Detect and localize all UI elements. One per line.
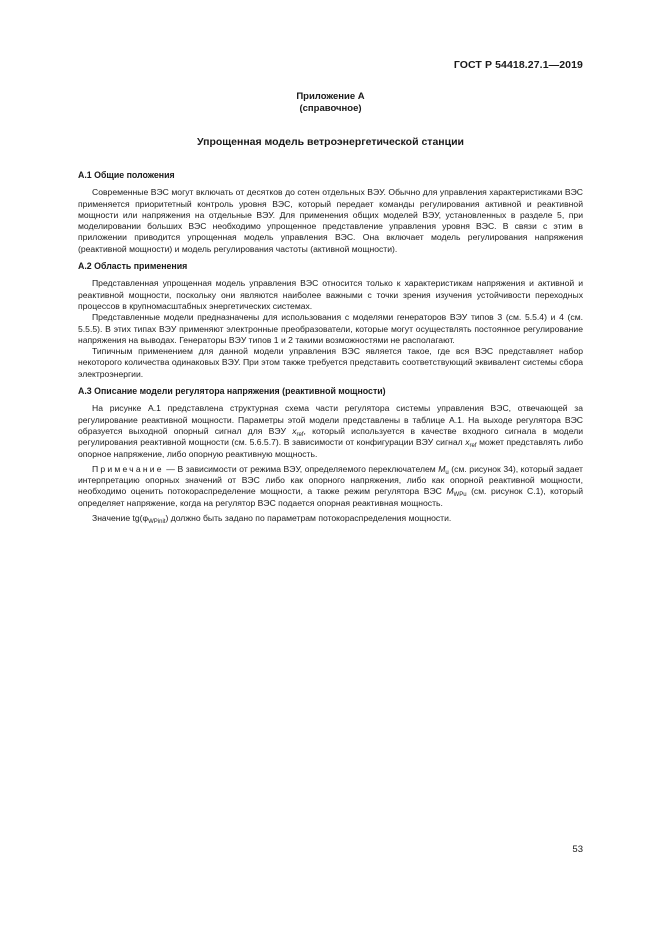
section-a2-paragraph-3: Типичным применением для данной модели управления ВЭС является такое, где вся ВЭС представляет набор некоторого количества одинаковых ВЭУ. При этом также требуется представить соответствующий эквивалент системы сбора электроэнергии. (78, 346, 583, 379)
standard-designation: ГОСТ Р 54418.27.1—2019 (453, 59, 583, 71)
section-a2-heading: А.2 Область применения (78, 261, 188, 272)
section-a2-paragraph-2: Представленные модели предназначены для использования с моделями генераторов ВЭУ типов 3 (см. 5.5.4) и 4 (см. 5.5.5). В этих типах ВЭУ применяют электронные преобразователи, которые могут осуществлять постоянное регулирование напряжения на выводах. Генераторы ВЭУ типов 1 и 2 такими возможностями не располагают. (78, 312, 583, 345)
section-a3-heading: А.3 Описание модели регулятора напряжения (реактивной мощности) (78, 386, 386, 397)
section-a3-paragraph-1: На рисунке А.1 представлена структурная схема части регулятора системы управления ВЭС, отвечающей за регулирование реактивной мощности. Параметры этой модели представлены в таблице А.1. На выходе регулятора ВЭС образуется выходной опорный сигнал для ВЭУ $x_{ref}$, который используется в качестве входного сигнала в модели регулирования реактивной мощности (см. 5.6.5.7). В зависимости от конфигурации ВЭУ сигнал $x_{ref}$ может представлять либо опорное напряжение, либо опорную реактивную мощность. (78, 403, 584, 459)
section-a3-note: Примечание — В зависимости от режима ВЭУ, определяемого переключателем $M_u$ (см. рисунок 34), который задает интерпретацию опорных значений от ВЭС либо как опорного напряжения, либо как опорной реактивной мощности, необходимо оценить потокораспределение мощности, а также режим регулятора ВЭС $M_{WPu}$ (см. рисунок С.1), который определяет напряжение, когда на регулятор ВЭС подается опорная реактивная мощность. (78, 463, 583, 508)
annex-status: (справочное) (299, 103, 362, 114)
note-label: Примечание (92, 463, 164, 474)
page-number: 53 (572, 844, 583, 855)
annex-body (78, 170, 583, 524)
annex-label: Приложение А (296, 91, 365, 102)
section-a2-paragraph-1: Представленная упрощенная модель управления ВЭС относится только к характеристикам напряжения и активной и реактивной мощности, поскольку они являются наиболее важными с точки зрения изучения устойчивости переходных процессов в крупномасштабных энергетических системах. (78, 278, 583, 311)
section-a1-heading: А.1 Общие положения (78, 170, 175, 180)
section-a1-paragraph: Современные ВЭС могут включать от десятков до сотен отдельных ВЭУ. Обычно для управления характеристиками ВЭС применяется приоритетный контроль уровня ВЭС, который передает команды регулирования активной и реактивной мощности или напряжения на отдельные ВЭУ. Для применения общих моделей ВЭУ, установленных в разделе 5, при моделировании больших ВЭС необходимо упрощенное представление управления уровня ВЭС. В связи с этим в приложении приводится упрощенная модель управления ВЭС. Она включает модель регулирования напряжения (реактивной мощности) и модель регулирования частоты (активной мощности). (78, 187, 583, 254)
annex-title: Упрощенная модель ветроэнергетической станции (196, 136, 464, 148)
section-a3-paragraph-2: Значение $tg(\varphi_{WPinit})$ должно быть задано по параметрам потокораспределения мощности. (92, 513, 452, 526)
